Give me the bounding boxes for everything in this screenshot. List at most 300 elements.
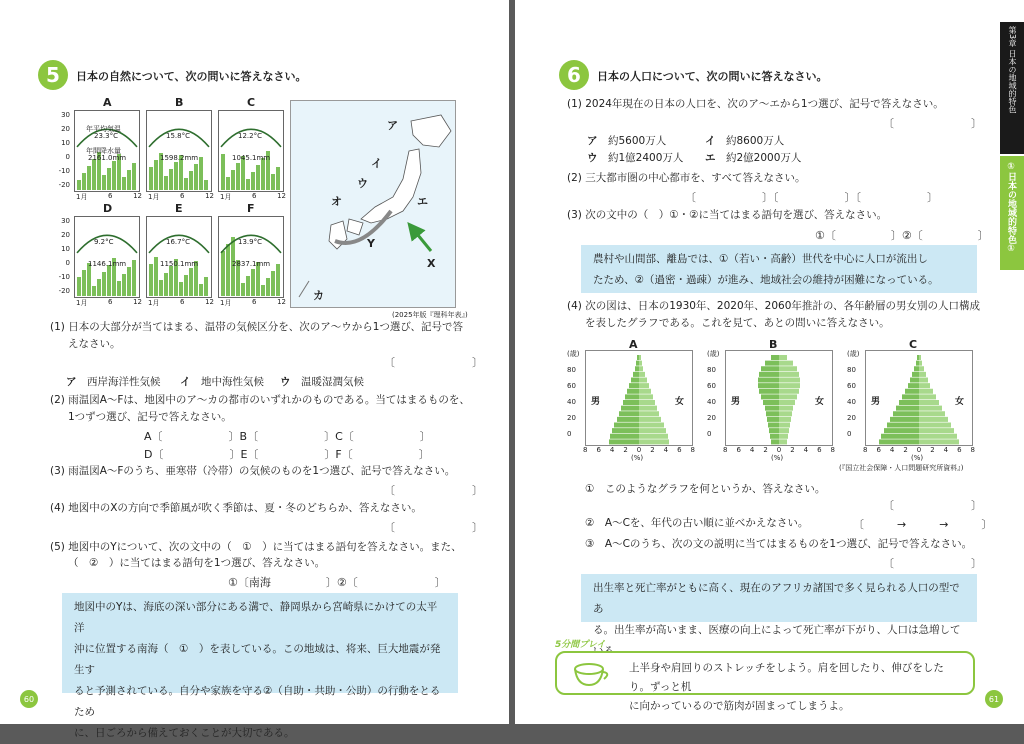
precip-bar	[107, 265, 111, 296]
q5-line-1: (5) 地図中のYについて、次の文中の（ ① ）に当てはまる語句を答えなさい。また、	[50, 541, 462, 553]
temp-tick: -20	[58, 287, 70, 295]
q1-option-i-key: イ	[180, 376, 191, 388]
male-bar	[884, 428, 919, 433]
month-axis	[148, 192, 214, 202]
precip-bar	[261, 158, 265, 190]
temp-axis	[52, 108, 70, 192]
female-bar	[919, 383, 930, 388]
precip-bar	[194, 164, 198, 190]
precip-bar	[189, 268, 193, 296]
male-bar	[917, 355, 919, 360]
precip-bar	[246, 276, 250, 296]
female-label: 女	[815, 397, 825, 407]
question-5-number: 5	[38, 60, 68, 90]
age-tick: (歳)	[567, 350, 580, 358]
percent-axis	[583, 446, 695, 454]
precip-bar	[122, 274, 126, 296]
annual-precip-value: 1045.1mm	[232, 154, 271, 162]
percent-tick: 6	[596, 446, 601, 454]
percent-tick: 0	[916, 446, 922, 454]
precip-bar	[154, 160, 158, 190]
question-6-number: 6	[559, 60, 589, 90]
avg-temp-caption: 年平均気温	[86, 125, 121, 133]
month-tick: 6	[252, 192, 257, 200]
map-label-e: エ	[417, 195, 428, 208]
month-tick: 6	[108, 298, 113, 306]
age-tick: 40	[567, 398, 576, 406]
sub3-answer-box[interactable]: 〔 〕	[883, 557, 982, 570]
cup-icon	[573, 661, 613, 687]
pyramid-a	[567, 338, 703, 462]
chapter-side-tab: 第3章 日本の地域的特色	[1000, 22, 1024, 154]
age-tick: 40	[847, 398, 856, 406]
temp-tick: 20	[61, 231, 70, 239]
female-bar	[919, 361, 922, 366]
precip-bar	[132, 260, 136, 296]
age-tick: 0	[567, 430, 572, 438]
r-q1-option-a	[587, 133, 666, 148]
precip-bar	[164, 176, 168, 190]
male-bar	[893, 411, 919, 416]
q4-answer-box[interactable]: 〔 〕	[384, 521, 483, 534]
percent-tick: 8	[723, 446, 728, 454]
map-label-ka: カ	[313, 289, 324, 302]
climate-chart-plot	[218, 216, 284, 298]
male-bar	[767, 417, 779, 422]
month-tick: 1月	[220, 299, 232, 307]
female-bar	[779, 378, 800, 383]
male-bar	[609, 439, 639, 444]
precip-bar	[169, 169, 173, 190]
temp-tick: 20	[61, 125, 70, 133]
female-bar	[779, 428, 789, 433]
annual-precip-value: 1150.1mm	[160, 260, 199, 268]
q1-line-1: (1) 日本の大部分が当てはまる、温帯の気候区分を、次のア～ウから1つ選び、記号で答	[50, 321, 463, 333]
sub2-text: ② A～Cを、年代の古い順に並べかえなさい。	[585, 517, 809, 529]
q1-answer-box[interactable]: 〔 〕	[384, 356, 483, 369]
r-q1-answer-box[interactable]: 〔 〕	[883, 117, 982, 130]
month-tick: 12	[277, 298, 286, 306]
male-bar	[916, 361, 919, 366]
female-bar	[639, 389, 651, 394]
percent-tick: 8	[690, 446, 695, 454]
precip-bar	[122, 177, 126, 190]
precip-bar	[266, 278, 270, 296]
female-bar	[779, 434, 788, 439]
precip-bar	[77, 277, 81, 296]
temp-tick: 10	[61, 245, 70, 253]
age-axis	[847, 346, 859, 442]
male-bar	[623, 400, 639, 405]
percent-axis	[723, 446, 835, 454]
climate-chart-label: F	[247, 202, 255, 215]
percent-tick: 2	[790, 446, 795, 454]
climate-chart-plot	[146, 216, 212, 298]
male-bar	[912, 372, 919, 377]
male-bar	[881, 434, 919, 439]
precip-bar	[184, 178, 188, 190]
temp-tick: 30	[61, 111, 70, 119]
precip-bar	[164, 273, 168, 296]
male-bar	[768, 423, 779, 428]
precip-bar	[107, 168, 111, 190]
female-bar	[639, 400, 655, 405]
month-tick: 1月	[148, 299, 160, 307]
q5-info-box	[62, 593, 458, 739]
precip-bar	[127, 267, 131, 296]
q5-line-2: （ ② ）に当てはまる語句を1つ選び、答えなさい。	[68, 557, 326, 569]
climate-chart-b	[146, 96, 214, 201]
age-tick: 40	[707, 398, 716, 406]
month-tick: 1月	[220, 193, 232, 201]
age-tick: 80	[847, 366, 856, 374]
precip-bar	[159, 280, 163, 296]
r-q1-option-i-key: イ	[705, 135, 716, 147]
age-tick: 60	[707, 382, 716, 390]
male-bar	[629, 383, 639, 388]
precip-bar	[174, 162, 178, 190]
age-tick: 20	[707, 414, 716, 422]
female-bar	[639, 417, 661, 422]
precip-bar	[276, 167, 280, 190]
male-bar	[633, 372, 639, 377]
female-bar	[779, 439, 787, 444]
male-bar	[887, 423, 919, 428]
r-q2-answer-boxes[interactable]: 〔 〕〔 〕〔 〕	[685, 191, 938, 204]
female-bar	[639, 366, 643, 371]
percent-unit: (%)	[771, 454, 784, 462]
map-label-a: ア	[387, 119, 398, 132]
precip-bar	[256, 165, 260, 190]
female-bar	[919, 400, 939, 405]
sub1-answer-box[interactable]: 〔 〕	[883, 499, 982, 512]
precip-bar	[189, 171, 193, 190]
female-bar	[779, 400, 795, 405]
precip-bar	[271, 174, 275, 190]
r-q3-box-line-2: たため、②（過密・過疎）が進み、地域社会の維持が困難になっている。	[593, 274, 939, 286]
q1-option-a-text: 西岸海洋性気候	[87, 376, 161, 388]
climate-chart-plot	[74, 216, 140, 298]
female-bar	[779, 389, 799, 394]
precip-bar	[149, 264, 153, 296]
male-bar	[914, 366, 919, 371]
precip-bar	[102, 272, 106, 296]
female-bar	[639, 372, 645, 377]
percent-tick: 4	[943, 446, 949, 454]
pyramid-c	[847, 338, 983, 462]
precip-bar	[276, 264, 280, 296]
month-tick: 12	[133, 192, 142, 200]
climate-chart-label: C	[247, 96, 256, 109]
question-5-title: 日本の自然について、次の問いに答えなさい。	[76, 70, 307, 83]
female-bar	[639, 423, 664, 428]
female-bar	[919, 389, 933, 394]
annual-precip-value: 2161.0mm	[88, 154, 127, 162]
r-q4-line-2: を表したグラフである。これを見て、あとの問いに答えなさい。	[585, 317, 890, 329]
section-side-tab: ①日本の地域的特色①	[1000, 156, 1024, 270]
precip-bar	[199, 284, 203, 296]
q3-answer-box[interactable]: 〔 〕	[384, 484, 483, 497]
age-tick: 60	[567, 382, 576, 390]
climate-source: (2025年版『理科年表』)	[392, 311, 468, 319]
annual-precip-value: 1146.1mm	[88, 260, 127, 268]
climate-chart-a	[74, 96, 142, 201]
female-bar	[779, 372, 799, 377]
r-q2-text: (2) 三大都市圏の中心都市を、すべて答えなさい。	[567, 172, 806, 184]
precip-bar	[236, 163, 240, 190]
percent-tick: 4	[889, 446, 895, 454]
month-tick: 1月	[76, 299, 88, 307]
question-6-title: 日本の人口について、次の問いに答えなさい。	[597, 70, 828, 83]
q2-answers-row-1[interactable]: A〔 〕B〔 〕C〔 〕	[144, 430, 431, 443]
r-q1-option-a-key: ア	[587, 135, 598, 147]
temp-tick: -20	[58, 181, 70, 189]
male-bar	[765, 361, 779, 366]
male-bar	[627, 389, 639, 394]
male-bar	[635, 366, 639, 371]
percent-tick: 2	[650, 446, 655, 454]
male-bar	[902, 394, 919, 399]
q4-text: (4) 地図中のXの方向で季節風が吹く季節は、夏・冬のどちらか、答えなさい。	[50, 502, 422, 514]
male-label: 男	[591, 397, 601, 407]
male-label: 男	[871, 397, 881, 407]
climate-charts	[52, 96, 284, 308]
female-bar	[919, 355, 921, 360]
climate-chart-label: D	[103, 202, 113, 215]
percent-tick: 8	[863, 446, 868, 454]
month-tick: 12	[205, 298, 214, 306]
climate-chart-label: E	[175, 202, 183, 215]
q5-answer-boxes[interactable]: ①〔南海 〕②〔 〕	[228, 576, 446, 589]
male-bar	[761, 394, 779, 399]
female-bar	[919, 378, 928, 383]
female-bar	[779, 366, 797, 371]
precip-bar	[179, 282, 183, 296]
precip-bar	[127, 170, 131, 190]
female-bar	[779, 361, 793, 366]
male-bar	[617, 417, 639, 422]
female-bar	[919, 417, 948, 422]
percent-tick: 2	[623, 446, 628, 454]
male-bar	[625, 394, 639, 399]
q5-box-line-3: ると予測されている。自分や家族を守る②（自助・共助・公助）の行動をとるため	[74, 685, 441, 718]
q5-box-line-2: 沖に位置する南海（ ① ）を表している。この地域は、将来、巨大地震が発生す	[74, 643, 441, 676]
page-number-left: 60	[20, 690, 38, 708]
q5-box-line-1: 地図中のYは、海底の深い部分にある溝で、静岡県から宮崎県にかけての太平洋	[74, 601, 438, 634]
month-tick: 12	[277, 192, 286, 200]
percent-tick: 6	[736, 446, 741, 454]
r-q1-text: (1) 2024年現在の日本の人口を、次のア～エから1つ選び、記号で答えなさい。	[567, 98, 944, 110]
female-bar	[639, 406, 657, 411]
percent-tick: 8	[830, 446, 835, 454]
q2-answers-row-2[interactable]: D〔 〕E〔 〕F〔 〕	[144, 448, 430, 461]
month-tick: 6	[108, 192, 113, 200]
precip-bar	[112, 161, 116, 190]
annual-precip-value: 1598.2mm	[160, 154, 199, 162]
avg-temp-value: 12.2°C	[238, 132, 262, 140]
sub3-box-line-2: る。出生率が高いまま、医療の向上によって死亡率が下がり、人口は急増して	[593, 624, 961, 636]
r-q3-box-line-1: 農村や山間部、離島では、①（若い・高齢）世代を中心に人口が流出し	[593, 253, 928, 265]
map-label-x: X	[427, 257, 436, 270]
percent-tick: 6	[677, 446, 682, 454]
female-bar	[779, 394, 797, 399]
female-bar	[639, 439, 669, 444]
male-bar	[759, 372, 779, 377]
male-bar	[769, 428, 779, 433]
month-axis	[220, 298, 286, 308]
female-bar	[919, 423, 951, 428]
percent-tick: 2	[903, 446, 908, 454]
female-bar	[639, 394, 653, 399]
r-q1-option-u	[587, 150, 683, 165]
month-tick: 1月	[76, 193, 88, 201]
pyramid-label: C	[909, 338, 918, 351]
precip-bar	[132, 163, 136, 190]
male-bar	[771, 439, 779, 444]
age-tick: (歳)	[707, 350, 720, 358]
male-bar	[905, 389, 919, 394]
q3-text: (3) 雨温図A～Fのうち、亜寒帯（冷帯）の気候のものを1つ選び、記号で答えなさい。	[50, 465, 456, 477]
percent-tick: 6	[876, 446, 881, 454]
right-page	[515, 0, 1024, 724]
avg-temp-value: 23.3°C	[94, 132, 118, 140]
female-bar	[639, 411, 659, 416]
precip-bar	[169, 266, 173, 296]
percent-tick: 4	[803, 446, 809, 454]
month-axis	[76, 192, 142, 202]
temp-tick: -10	[58, 273, 70, 281]
female-bar	[779, 355, 787, 360]
male-bar	[770, 434, 779, 439]
percent-tick: 0	[776, 446, 782, 454]
age-tick: 80	[567, 366, 576, 374]
precip-bar	[204, 277, 208, 296]
female-bar	[639, 383, 649, 388]
temp-tick: 30	[61, 217, 70, 225]
male-bar	[758, 383, 779, 388]
precip-bar	[82, 270, 86, 296]
female-bar	[779, 423, 790, 428]
female-bar	[919, 439, 959, 444]
month-axis	[148, 298, 214, 308]
female-bar	[779, 406, 793, 411]
q5-box-line-4: に、日ごろから備えておくことが大切である。	[74, 727, 295, 739]
precip-bar	[241, 283, 245, 296]
female-bar	[919, 394, 936, 399]
precip-bar	[97, 279, 101, 296]
map-label-y: Y	[367, 237, 375, 250]
r-q3-info-box	[581, 245, 977, 293]
pyramid-label: B	[769, 338, 778, 351]
age-tick: (歳)	[847, 350, 860, 358]
pyramid-source: (『国立社会保障・人口問題研究所資料』)	[839, 464, 964, 472]
precip-bar	[199, 157, 203, 190]
climate-chart-e	[146, 202, 214, 307]
month-axis	[76, 298, 142, 308]
annual-precip-value: 2837.1mm	[232, 260, 271, 268]
month-axis	[220, 192, 286, 202]
sub3-box-line-1: 出生率と死亡率がともに高く、現在のアフリカ諸国で多く見られる人口の型であ	[593, 582, 960, 615]
female-bar	[779, 383, 800, 388]
female-bar	[779, 417, 791, 422]
male-bar	[761, 366, 779, 371]
precip-bar	[246, 179, 250, 190]
male-bar	[908, 383, 919, 388]
climate-chart-label: B	[175, 96, 184, 109]
precip-bar	[154, 257, 158, 296]
male-bar	[763, 400, 779, 405]
temp-tick: 0	[65, 259, 70, 267]
map-label-o: オ	[331, 195, 342, 208]
male-bar	[758, 378, 779, 383]
q2-line-1: (2) 雨温図A～Fは、地図中のア～カの都市のいずれかのものである。当てはまるものを、	[50, 394, 470, 406]
female-bar	[639, 378, 647, 383]
precip-bar	[221, 251, 225, 296]
q1-option-u-text: 温暖湿潤気候	[301, 376, 364, 388]
precip-bar	[149, 167, 153, 190]
percent-unit: (%)	[631, 454, 644, 462]
precip-bar	[226, 244, 230, 296]
age-tick: 0	[707, 430, 712, 438]
male-bar	[614, 423, 639, 428]
climate-chart-f	[218, 202, 286, 307]
q1-option-a	[66, 374, 161, 389]
climate-chart-c	[218, 96, 286, 201]
percent-tick: 4	[749, 446, 755, 454]
age-tick: 20	[567, 414, 576, 422]
r-q1-option-i	[705, 133, 784, 148]
precip-bar	[184, 275, 188, 296]
female-bar	[919, 406, 942, 411]
relax-line-1: 上半身や肩回りのストレッチをしよう。肩を回したり、伸びをしたり。ずっと机	[629, 662, 944, 693]
precip-bar	[92, 159, 96, 190]
map-label-i: イ	[371, 157, 382, 170]
r-q1-option-u-key: ウ	[587, 152, 598, 164]
percent-tick: 0	[636, 446, 642, 454]
male-bar	[759, 389, 779, 394]
q1-option-u	[280, 374, 364, 389]
male-bar	[637, 355, 639, 360]
female-label: 女	[955, 397, 965, 407]
male-bar	[636, 361, 639, 366]
precip-bar	[226, 177, 230, 190]
female-bar	[919, 411, 945, 416]
precip-bar	[251, 172, 255, 190]
male-bar	[765, 406, 779, 411]
precip-bar	[231, 170, 235, 190]
female-bar	[919, 366, 924, 371]
male-bar	[621, 406, 639, 411]
age-tick: 60	[847, 382, 856, 390]
q1-line-2: えなさい。	[68, 338, 121, 350]
female-bar	[639, 355, 641, 360]
sub2-answer-box[interactable]: 〔 → → 〕	[853, 518, 993, 531]
climate-chart-plot	[218, 110, 284, 192]
male-label: 男	[731, 397, 741, 407]
male-bar	[896, 406, 919, 411]
page-number-right: 61	[985, 690, 1003, 708]
r-q3-answer-boxes[interactable]: ①〔 〕②〔 〕	[815, 229, 989, 242]
population-pyramids	[567, 338, 987, 462]
percent-tick: 6	[957, 446, 962, 454]
female-label: 女	[675, 397, 685, 407]
map-label-u: ウ	[357, 177, 368, 190]
precip-bar	[92, 286, 96, 296]
climate-chart-d	[74, 202, 142, 307]
climate-chart-plot	[146, 110, 212, 192]
r-q4-line-1: (4) 次の図は、日本の1930年、2020年、2060年推計の、各年齢層の男女別の人口構成	[567, 300, 980, 312]
precip-bar	[271, 271, 275, 296]
